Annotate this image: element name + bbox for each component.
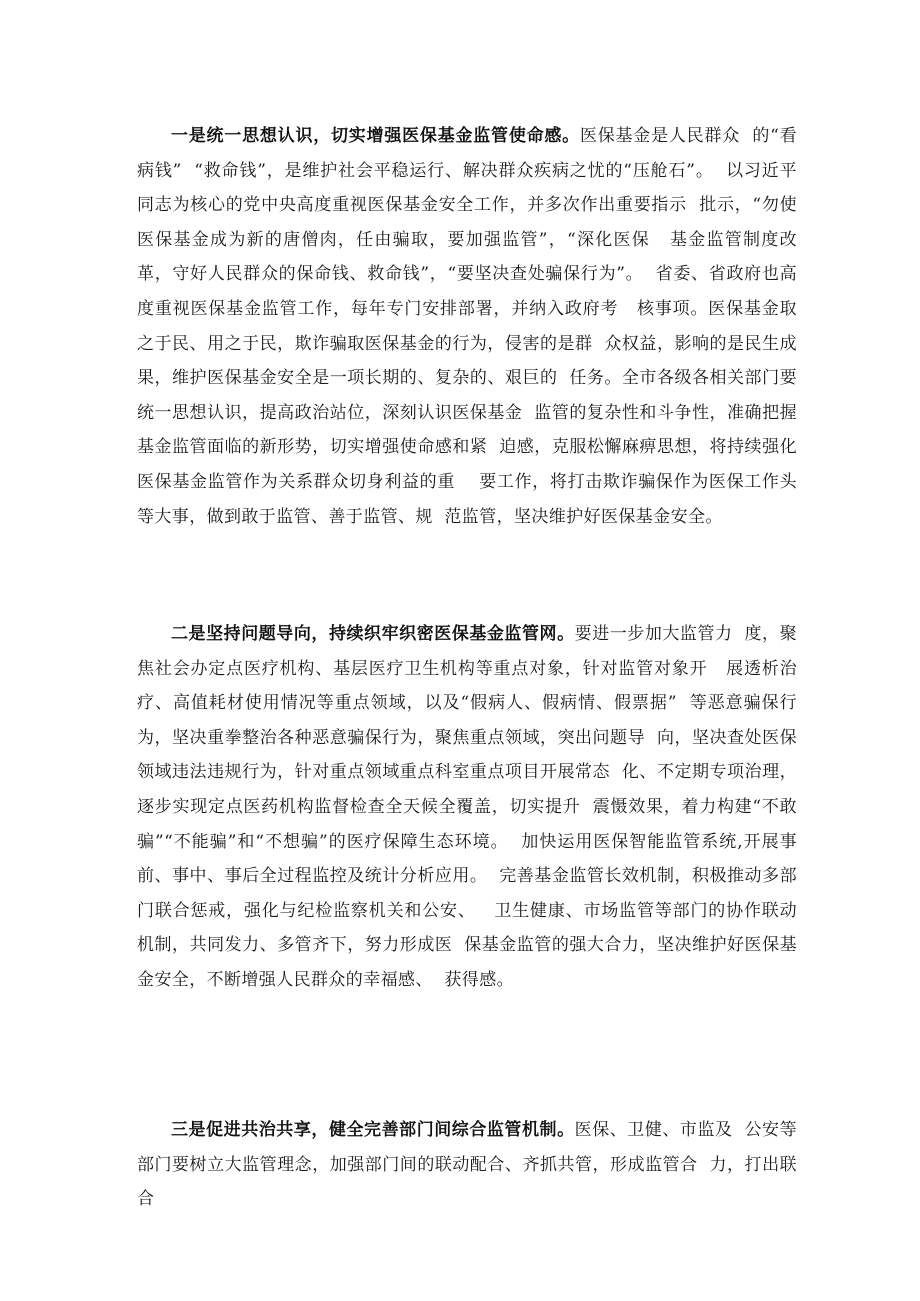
paragraph-co-governance (137, 1113, 797, 1217)
paragraph-problem-oriented (137, 617, 797, 998)
paragraph-lead: 二是坚持问题导向，持续织牢织密医保基金监管网。 (171, 624, 575, 644)
paragraph-body: 医保基金是人民群众 的“看病钱” “救命钱”，是维护社会平稳运行、解决群众疾病之忧的“压舱石”。 以习近平同志为核心的党中央高度重视医保基金安全工作，并多次作出重要指示 批示，“勿使医保基金成为新的唐僧肉，任由骗取，要加强监管”，“深化医保 基金监管制度改革，守好人民群众的保命钱、救命钱”，“要坚决查处骗保行为”。 省委、省政府也高度重视医保基金监管工作，每年专门安排部署，并纳入政府考 核事项。医保基金取之于民、用之于民，欺诈骗取医保基金的行为，侵害的是群 众权益，影响的是民生成果，维护医保基金安全是一项长期的、复杂的、艰巨的 任务。全市各级各相关部门要统一思想认识，提高政治站位，深刻认识医保基金 监管的复杂性和斗争性，准确把握基金监管面临的新形势，切实增强使命感和紧 迫感，克服松懈麻痹思想，将持续强化医保基金监管作为关系群众切身利益的重 要工作，将打击欺诈骗保作为医保工作头等大事，做到敢于监管、善于监管、规 范监管，坚决维护好医保基金安全。 (137, 126, 797, 527)
paragraph-lead: 一是统一思想认识，切实增强医保基金监管使命感。 (171, 126, 580, 146)
paragraph-unify-thinking (137, 119, 797, 534)
paragraph-body: 医保、卫健、市监及 公安等部门要树立大监管理念，加强部门间的联动配合、齐抓共管，形成监管合 力，打出联合 (137, 1120, 797, 1210)
paragraph-lead: 三是促进共治共享，健全完善部门间综合监管机制。 (171, 1120, 575, 1140)
paragraph-body: 要进一步加大监管力 度，聚焦社会办定点医疗机构、基层医疗卫生机构等重点对象，针对监管对象开 展透析治疗、高值耗材使用情况等重点领域，以及“假病人、假病情、假票据” 等恶意骗保行为，坚决重拳整治各种恶意骗保行为，聚焦重点领域，突出问题导 向，坚决查处医保领域违法违规行为，针对重点领域重点科室重点项目开展常态 化、不定期专项治理，逐步实现定点医药机构监督检查全天候全覆盖，切实提升 震慑效果，着力构建“不敢骗”“不能骗”和“不想骗”的医疗保障生态环境。 加快运用医保智能监管系统,开展事前、事中、事后全过程监控及统计分析应用。 完善基金监管长效机制，积极推动多部门联合惩戒，强化与纪检监察机关和公安、 卫生健康、市场监管等部门的协作联动机制，共同发力、多管齐下，努力形成医 保基金监管的强大合力，坚决维护好医保基金安全，不断增强人民群众的幸福感、 获得感。 (137, 624, 797, 990)
